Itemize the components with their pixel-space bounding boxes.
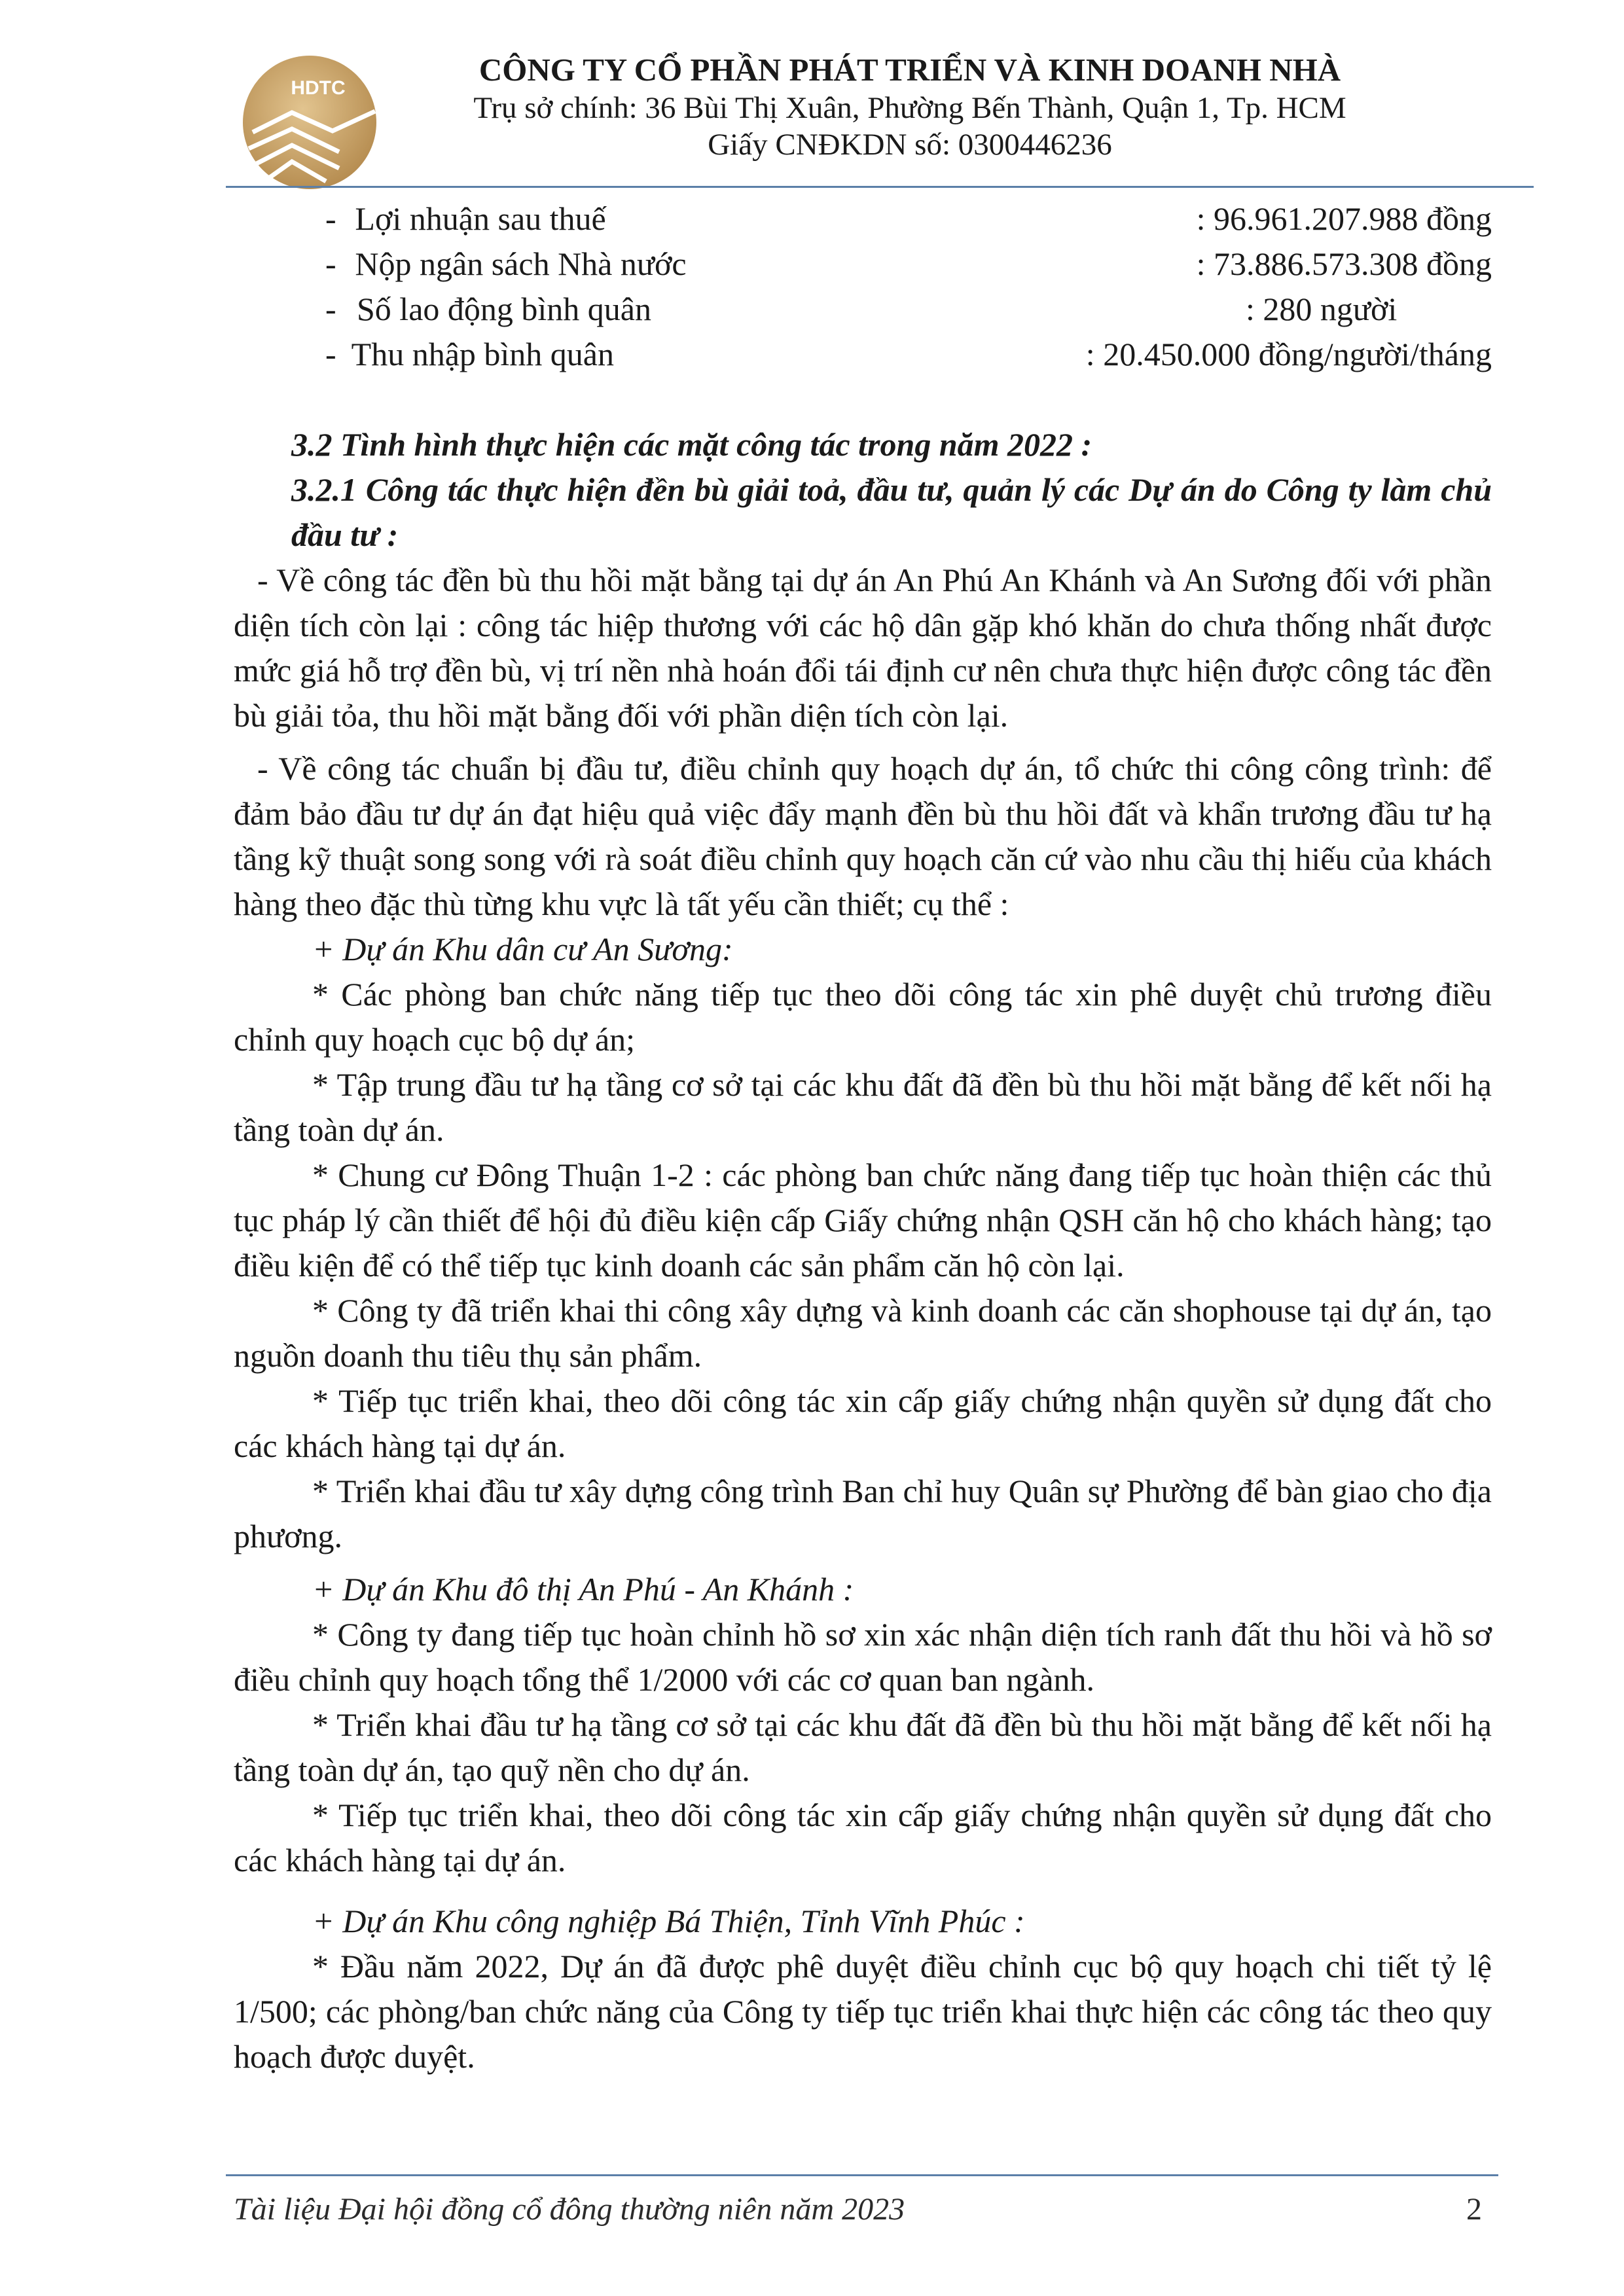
document-body — [234, 196, 1492, 2079]
bullet-item: * Công ty đang tiếp tục hoàn chỉnh hồ sơ xin xác nhận diện tích ranh đất thu hồi và hồ sơ điều chỉnh quy hoạch tổng thể 1/2000 với các cơ quan ban ngành. — [234, 1616, 1492, 1698]
stat-dash: - — [325, 200, 336, 237]
logo-text: HDTC — [291, 77, 346, 99]
bullet-item: * Các phòng ban chức năng tiếp tục theo dõi công tác xin phê duyệt chủ trương điều chỉnh quy hoạch cục bộ dự án; — [234, 976, 1492, 1058]
company-name: CÔNG TY CỔ PHẦN PHÁT TRIỂN VÀ KINH DOANH NHÀ — [478, 52, 1341, 88]
bullet-item: * Tiếp tục triển khai, theo dõi công tác xin cấp giấy chứng nhận quyền sử dụng đất cho các khách hàng tại dự án. — [234, 1797, 1492, 1878]
stat-label: Lợi nhuận sau thuế — [355, 200, 606, 237]
bullet-item: * Chung cư Đông Thuận 1-2 : các phòng ban chức năng đang tiếp tục hoàn thiện các thủ tục pháp lý cần thiết để hội đủ điều kiện cấp Giấy chứng nhận QSH căn hộ cho khách hàng; tạo điều kiện để có thể tiếp tục kinh doanh các sản phẩm căn hộ còn lại. — [234, 1157, 1492, 1283]
bullet-item: * Tập trung đầu tư hạ tầng cơ sở tại các khu đất đã đền bù thu hồi mặt bằng để kết nối hạ tầng toàn dự án. — [234, 1066, 1492, 1148]
stat-label: Nộp ngân sách Nhà nước — [355, 245, 687, 282]
project-heading-an-suong: + Dự án Khu dân cư An Sương: — [312, 931, 733, 967]
paragraph-investment: - Về công tác chuẩn bị đầu tư, điều chỉnh quy hoạch dự án, tổ chức thi công công trình: để đảm bảo đầu tư dự án đạt hiệu quả việc đẩy mạnh đền bù thu hồi đất và khẩn trương đầu tư hạ tầng kỹ thuật song song với rà soát điều chỉnh quy hoạch căn cứ vào nhu cầu thị hiếu của khách hàng theo đặc thù từng khu vực là tất yếu cần thiết; cụ thể : — [234, 750, 1492, 922]
section-heading-3-2: 3.2 Tình hình thực hiện các mặt công tác trong năm 2022 : — [291, 426, 1092, 463]
company-logo — [241, 54, 378, 191]
company-address: Trụ sở chính: 36 Bùi Thị Xuân, Phường Bến Thành, Quận 1, Tp. HCM — [473, 91, 1346, 125]
bullet-item: * Tiếp tục triển khai, theo dõi công tác xin cấp giấy chứng nhận quyền sử dụng đất cho các khách hàng tại dự án. — [234, 1382, 1492, 1464]
stat-label: Số lao động bình quân — [357, 291, 651, 327]
project-heading-ba-thien: + Dự án Khu công nghiệp Bá Thiện, Tỉnh Vĩnh Phúc : — [312, 1903, 1025, 1939]
bullet-item: * Công ty đã triển khai thi công xây dựng và kinh doanh các căn shophouse tại dự án, tạo nguồn doanh thu tiêu thụ sản phẩm. — [234, 1292, 1492, 1374]
company-license: Giấy CNĐKDN số: 0300446236 — [708, 128, 1112, 162]
page-number: 2 — [1466, 2192, 1482, 2227]
header-divider — [226, 186, 1534, 188]
footer-title: Tài liệu Đại hội đồng cổ đông thường niên năm 2023 — [234, 2192, 905, 2227]
stat-dash: - — [325, 291, 336, 327]
section-heading-3-2-1: 3.2.1 Công tác thực hiện đền bù giải toả, đầu tư, quản lý các Dự án do Công ty làm chủ đầu tư : — [291, 471, 1492, 553]
bullet-item: * Triển khai đầu tư xây dựng công trình Ban chỉ huy Quân sự Phường để bàn giao cho địa phương. — [234, 1473, 1492, 1554]
stat-value: : 73.886.573.308 đồng — [1196, 245, 1492, 282]
project-heading-an-phu-an-khanh: + Dự án Khu đô thị An Phú - An Khánh : — [312, 1571, 854, 1607]
stat-row — [234, 196, 1492, 242]
stat-label: Thu nhập bình quân — [351, 336, 614, 372]
stat-dash: - — [325, 245, 336, 282]
stat-row — [234, 287, 1492, 332]
stat-row — [234, 242, 1492, 287]
paragraph-compensation: - Về công tác đền bù thu hồi mặt bằng tại dự án An Phú An Khánh và An Sương đối với phần diện tích còn lại : công tác hiệp thương với các hộ dân gặp khó khăn do chưa thống nhất được mức giá hỗ trợ đền bù, vị trí nền nhà hoán đổi tái định cư nên chưa thực hiện được công tác đền bù giải tỏa, thu hồi mặt bằng đối với phần diện tích còn lại. — [234, 562, 1492, 734]
stat-dash: - — [325, 336, 336, 372]
stat-row — [234, 332, 1492, 377]
stat-value: : 280 người — [1246, 291, 1398, 327]
stat-value: : 20.450.000 đồng/người/tháng — [1085, 336, 1492, 372]
footer-divider — [226, 2174, 1498, 2176]
bullet-item: * Đầu năm 2022, Dự án đã được phê duyệt điều chỉnh cục bộ quy hoạch chi tiết tỷ lệ 1/500; các phòng/ban chức năng của Công ty tiếp tục triển khai thực hiện các công tác theo quy hoạch được duyệt. — [234, 1948, 1492, 2075]
stat-value: : 96.961.207.988 đồng — [1196, 200, 1492, 237]
bullet-item: * Triển khai đầu tư hạ tầng cơ sở tại các khu đất đã đền bù thu hồi mặt bằng để kết nối hạ tầng toàn dự án, tạo quỹ nền cho dự án. — [234, 1706, 1492, 1788]
